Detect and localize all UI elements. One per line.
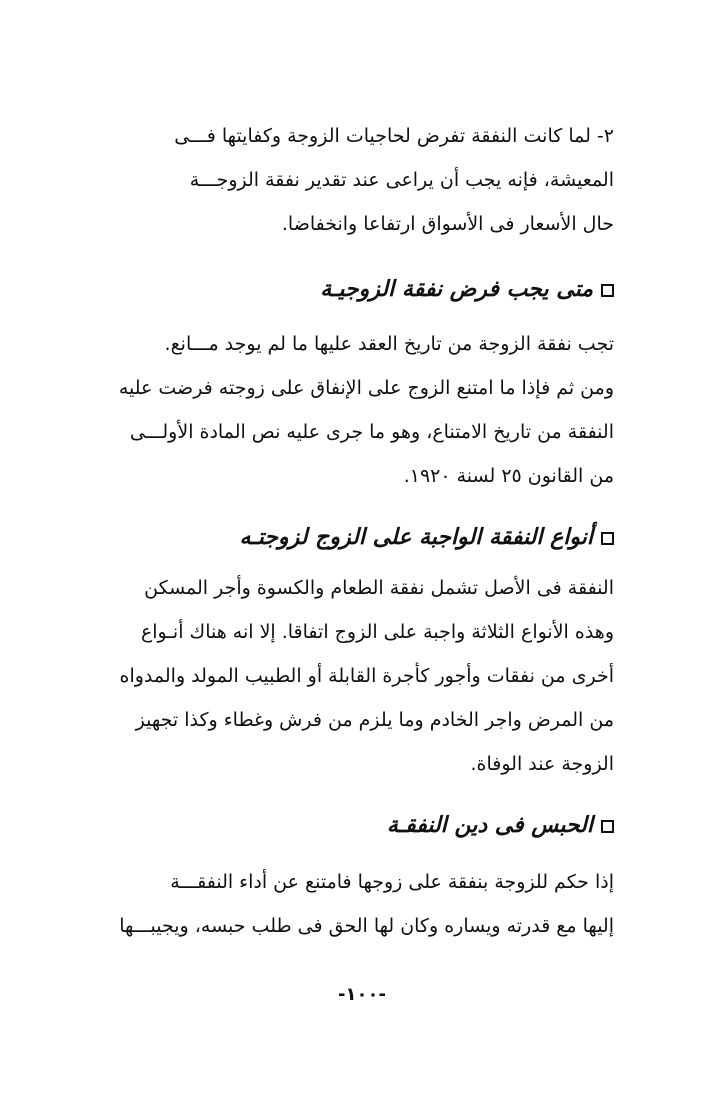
text-line: أخرى من نفقات وأجور كأجرة القابلة أو الطبيب المولد والمدواه [119,665,614,687]
text-line: إذا حكم للزوجة بنفقة على زوجها فامتنع عن أداء النفقـــة [170,871,614,893]
text-line: من القانون ٢٥ لسنة ١٩٢٠. [403,465,614,487]
text-line: الزوجة عند الوفاة. [470,753,614,775]
text-line: وهذه الأنواع الثلاثة واجبة على الزوج اتفاقا. إلا انه هناك أنـواع [140,621,614,643]
text-line: المعيشة، فإنه يجب أن يراعى عند تقدير نفقة الزوجـــة [189,169,614,191]
square-bullet-icon [601,532,614,545]
square-bullet-icon [601,820,614,833]
text-line: النفقة فى الأصل تشمل نفقة الطعام والكسوة وأجر المسكن [144,577,614,599]
section-heading-when-alimony-due [104,272,614,308]
text-line: ومن ثم فإذا ما امتنع الزوج على الإنفاق على زوجته فرضت عليه [118,377,614,399]
section-heading-alimony-types [104,520,614,556]
square-bullet-icon [601,284,614,297]
heading-text: أنواع النفقة الواجبة على الزوج لزوجتـه [239,525,593,550]
paragraph-imprisonment-debt [104,860,614,948]
heading-text: الحبس فى دين النفقـة [386,813,593,838]
paragraph-when-alimony-due [104,322,614,498]
heading-text: متى يجب فرض نفقة الزوجيـة [320,277,593,302]
text-line: من المرض واجر الخادم وما يلزم من فرش وغطاء وكذا تجهيز [135,709,614,731]
paragraph-expenses-needs [104,114,614,246]
page-number: -١٠٠- [338,984,386,1005]
text-line: إليها مع قدرته ويساره وكان لها الحق فى طلب حبسه، ويجيبـــها [119,915,614,937]
text-line: النفقة من تاريخ الامتناع، وهو ما جرى عليه نص المادة الأولـــى [129,421,614,443]
section-heading-imprisonment-debt [104,808,614,844]
paragraph-alimony-types [104,566,614,786]
text-line: ٢- لما كانت النفقة تفرض لحاجيات الزوجة وكفايتها فـــى [174,125,614,147]
text-line: تجب نفقة الزوجة من تاريخ العقد عليها ما لم يوجد مـــانع. [164,333,614,355]
text-line: حال الأسعار فى الأسواق ارتفاعا وانخفاضا. [281,213,614,235]
